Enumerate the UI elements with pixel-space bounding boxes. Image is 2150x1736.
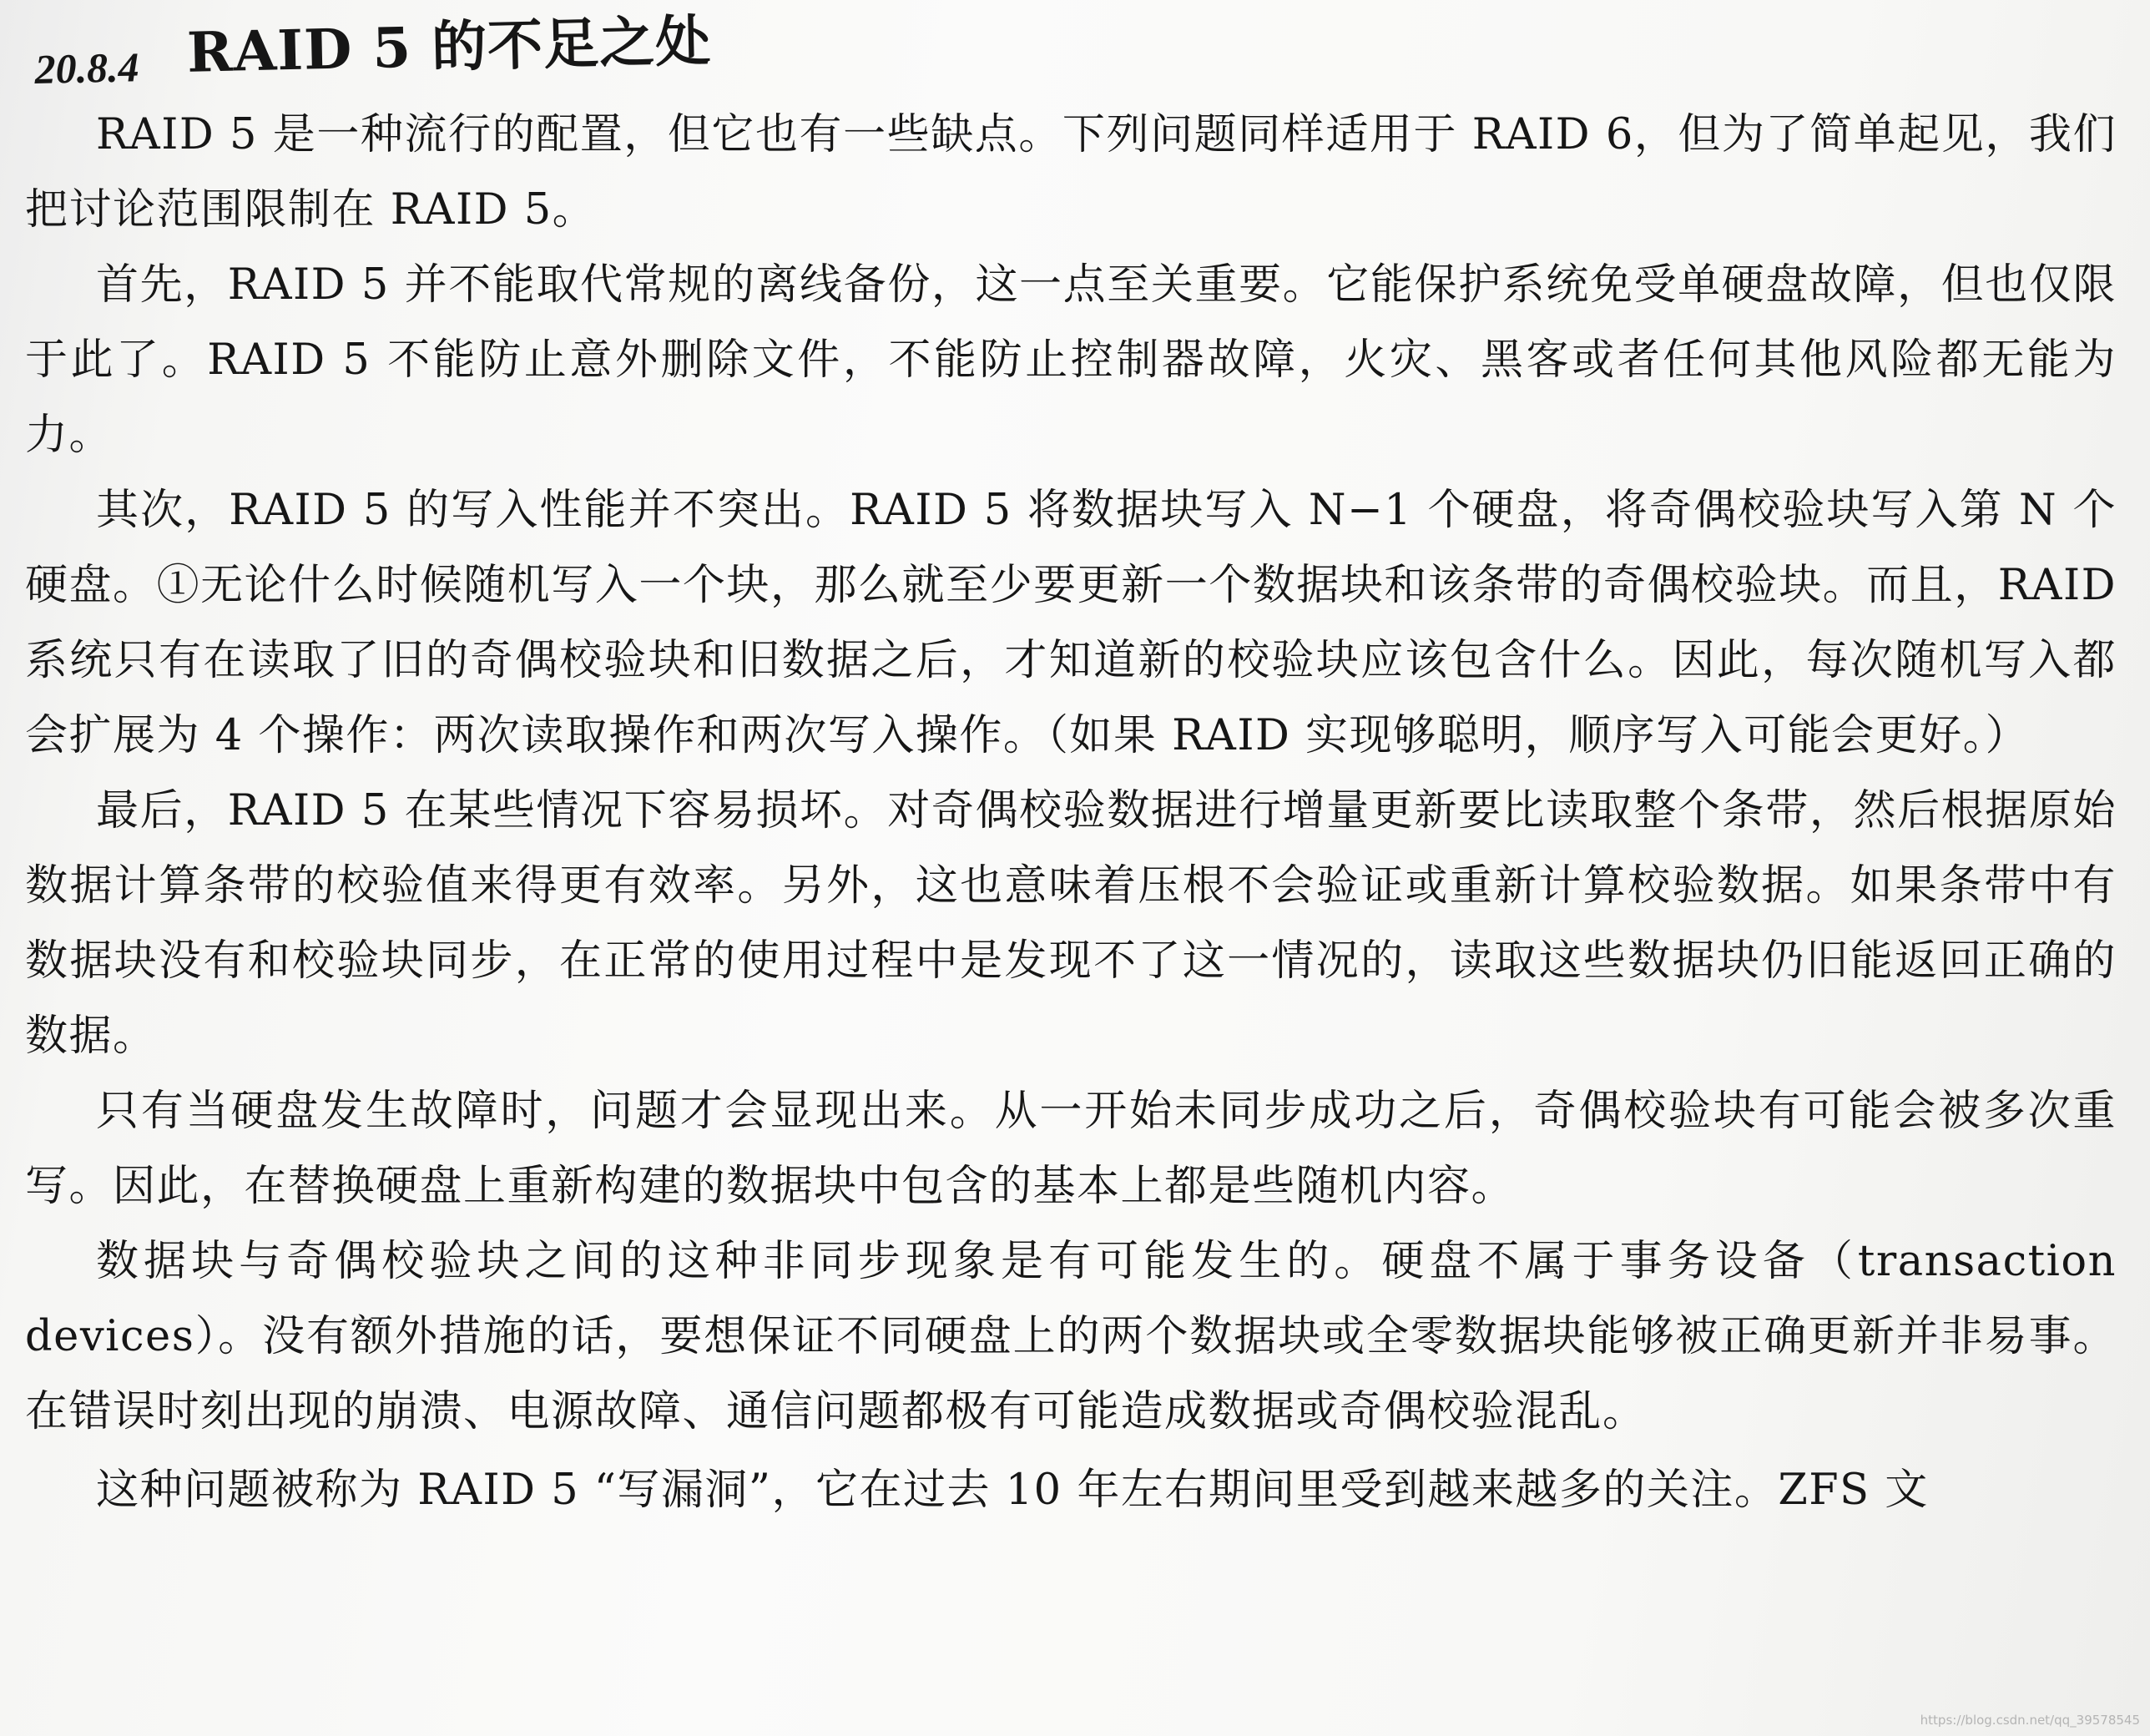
paragraph-intro: RAID 5 是一种流行的配置，但它也有一些缺点。下列问题同样适用于 RAID 6，但为了简单起见，我们把讨论范围限制在 RAID 5。 [25, 110, 2117, 235]
section-number: 20.8.4 [33, 43, 140, 93]
csdn-watermark: https://blog.csdn.net/qq_39578545 [1920, 1713, 2140, 1728]
paragraph-write-performance: 其次，RAID 5 的写入性能并不突出。RAID 5 将数据块写入 N−1 个硬盘，将奇偶校验块写入第 N 个硬盘。①无论什么时候随机写入一个块，那么就至少要更新一个数据块和该条带的奇偶校验块。而且，RAID 系统只有在读取了旧的奇偶校验块和旧数据之后，才知道新的校验块应该包含什么。因此，每次随机写入都会扩展为 4 个操作：两次读取操作和两次写入操作。（如果 RAID 实现够聪明，顺序写入可能会更好。） [25, 486, 2117, 760]
section-heading [33, 0, 2118, 91]
paragraph-corruption: 最后，RAID 5 在某些情况下容易损坏。对奇偶校验数据进行增量更新要比读取整个条带，然后根据原始数据计算条带的校验值来得更有效率。另外，这也意味着压根不会验证或重新计算校验数据。如果条带中有数据块没有和校验块同步，在正常的使用过程中是发现不了这一情况的，读取这些数据块仍旧能返回正确的数据。 [25, 786, 2117, 1061]
paragraph-backup: 首先，RAID 5 并不能取代常规的离线备份，这一点至关重要。它能保护系统免受单硬盘故障，但也仅限于此了。RAID 5 不能防止意外删除文件，不能防止控制器故障，火灾、黑客或者任何其他风险都无能为力。 [25, 260, 2117, 460]
paragraph-desync: 数据块与奇偶校验块之间的这种非同步现象是有可能发生的。硬盘不属于事务设备（transaction devices）。没有额外措施的话，要想保证不同硬盘上的两个数据块或全零数据块能够被正确更新并非易事。在错误时刻出现的崩溃、电源故障、通信问题都极有可能造成数据或奇偶校验混乱。 [25, 1237, 2117, 1436]
paragraph-write-hole: 这种问题被称为 RAID 5 “写漏洞”，它在过去 10 年左右期间里受到越来越多的关注。ZFS 文 [96, 1466, 1929, 1515]
paragraph-disk-failure: 只有当硬盘发生故障时，问题才会显现出来。从一开始未同步成功之后，奇偶校验块有可能会被多次重写。因此，在替换硬盘上重新构建的数据块中包含的基本上都是些随机内容。 [25, 1087, 2117, 1211]
section-title: RAID 5 的不足之处 [186, 8, 712, 85]
